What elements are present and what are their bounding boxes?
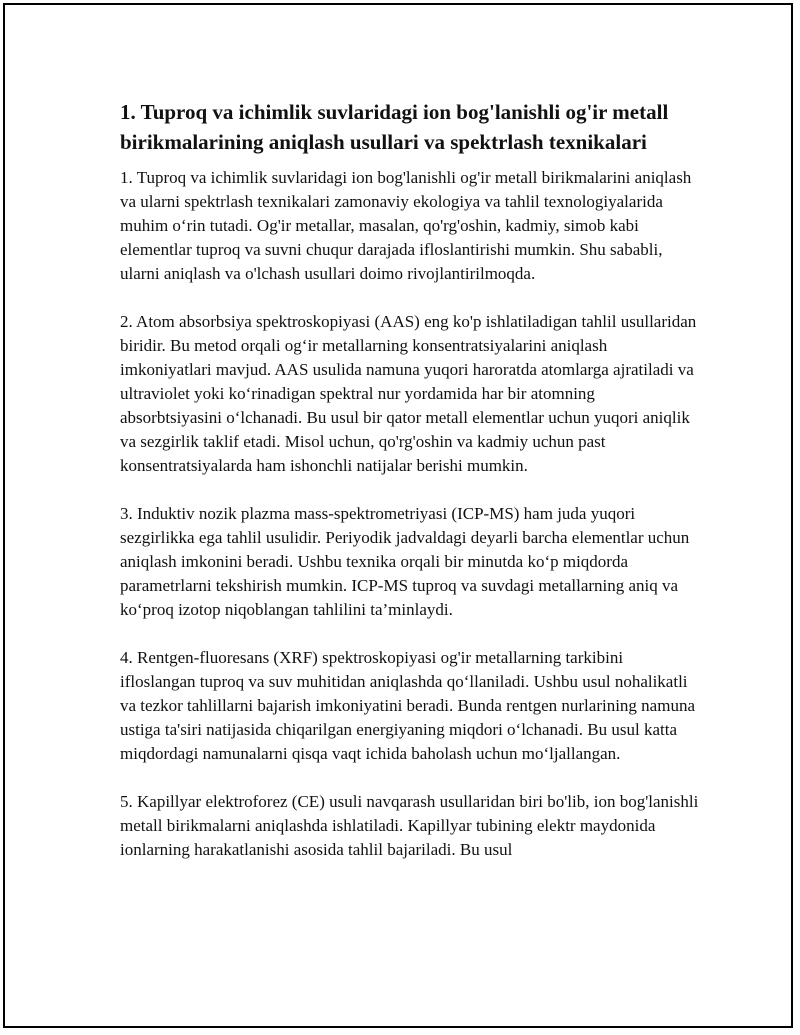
paragraph-2: 2. Atom absorbsiya spektroskopiyasi (AAS) eng ko'p ishlatiladigan tahlil usullaridan biridir. Bu metod orqali og‘ir metallarning konsentratsiyalarini aniqlash imkoniyatlari mavjud. AAS usulida namuna yuqori haroratda atomlarga ajratiladi va ultraviolet yoki ko‘rinadigan spektral nur yordamida har bir atomning absorbtsiyasini o‘lchanadi. Bu usul bir qator metall elementlar uchun yuqori aniqlik va sezgirlik taklif etadi. Misol uchun, qo'rg'oshin va kadmiy uchun past konsentratsiyalarda ham ishonchli natijalar berishi mumkin. — [120, 312, 697, 475]
paragraph-4: 4. Rentgen-fluoresans (XRF) spektroskopiyasi og'ir metallarning tarkibini ifloslangan tuproq va suv muhitidan aniqlashda qo‘llaniladi. Ushbu usul nohalikatli va tezkor tahlillarni bajarish imkoniyatini beradi. Bunda rentgen nurlarining namuna ustiga ta'siri natijasida chiqarilgan energiyaning miqdori o‘lchanadi. Bu usul katta miqdordagi namunalarni qisqa vaqt ichida baholash uchun mo‘ljallangan. — [120, 648, 695, 763]
paragraph-1: 1. Tuproq va ichimlik suvlaridagi ion bog'lanishli og'ir metall birikmalarini aniqlash va ularni spektrlash texnikalari zamonaviy ekologiya va tahlil texnologiyalarida muhim o‘rin tutadi. Og'ir metallar, masalan, qo'rg'oshin, kadmiy, simob kabi elementlar tuproq va suvni chuqur darajada ifloslantirishi mumkin. Shu sababli, ularni aniqlash va o'lchash usullari doimo rivojlantirilmoqda. — [120, 168, 692, 283]
document-body — [120, 97, 700, 886]
paragraph-5: 5. Kapillyar elektroforez (CE) usuli navqarash usullaridan biri bo'lib, ion bog'lanishli metall birikmalarni aniqlashda ishlatiladi. Kapillyar tubining elektr maydonida ionlarning harakatlanishi asosida tahlil bajariladi. Bu usul — [120, 792, 699, 859]
document-title: 1. Tuproq va ichimlik suvlaridagi ion bog'lanishli og'ir metall birikmalarining aniqlash usullari va spektrlash texnikalari — [120, 100, 669, 154]
paragraph-3: 3. Induktiv nozik plazma mass-spektrometriyasi (ICP-MS) ham juda yuqori sezgirlikka ega tahlil usulidir. Periyodik jadvaldagi deyarli barcha elementlar uchun aniqlash imkonini beradi. Ushbu texnika orqali bir minutda ko‘p miqdorda parametrlarni tekshirish mumkin. ICP-MS tuproq va suvdagi metallarning aniq va ko‘proq izotop niqoblangan tahlilini ta’minlaydi. — [120, 504, 690, 619]
document-page — [3, 3, 793, 1028]
